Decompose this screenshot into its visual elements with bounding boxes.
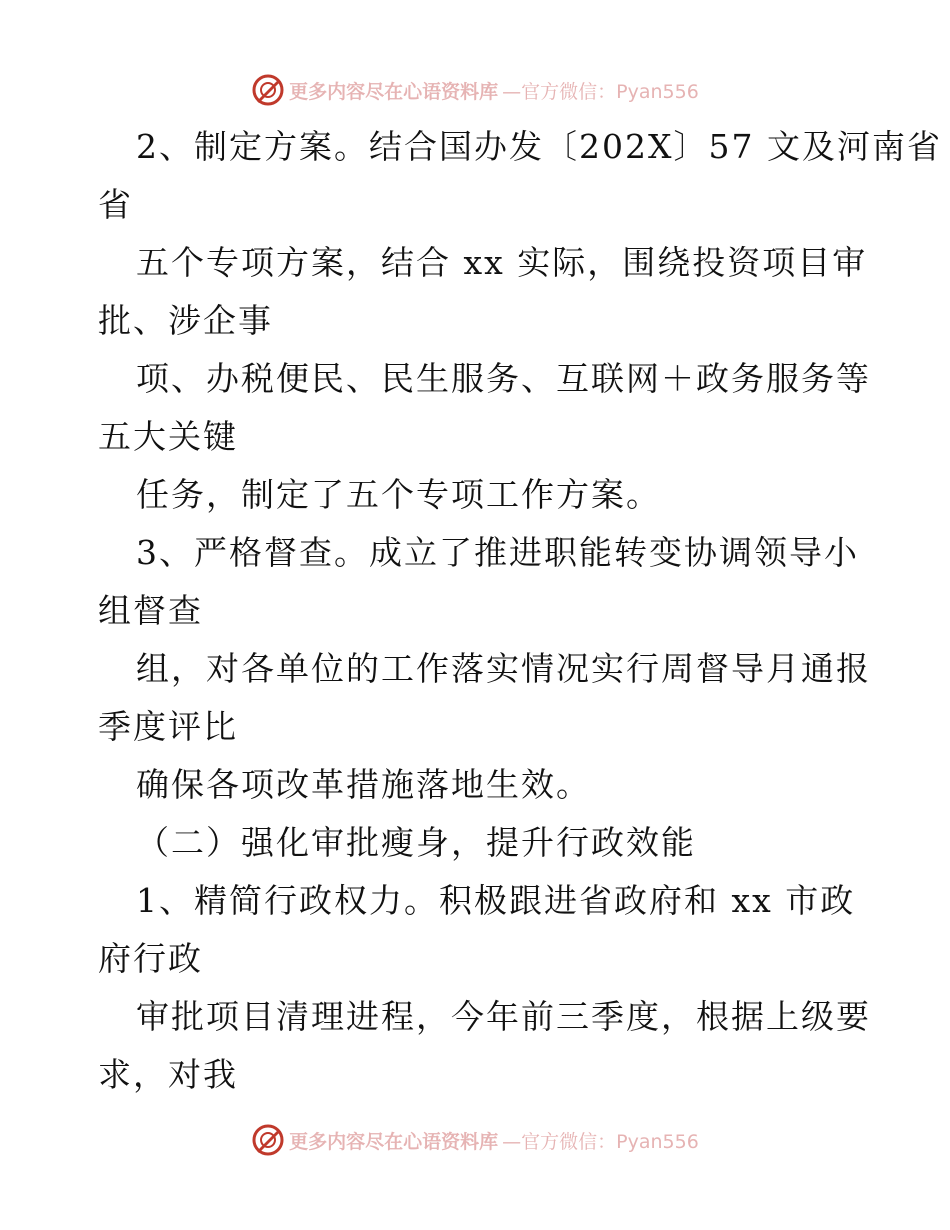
text-line: 季度评比 [98, 707, 238, 746]
text-line: 组，对各单位的工作落实情况实行周督导月通报 [136, 649, 871, 688]
watermark-contact: —官方微信：Pyan556 [502, 80, 699, 103]
text-line: 3、严格督查。成立了推进职能转变协调领导小 [136, 533, 859, 572]
watermark-contact: —官方微信：Pyan556 [502, 1130, 699, 1153]
text-line: 求，对我 [98, 1055, 238, 1094]
text-line: 任务，制定了五个专项工作方案。 [136, 475, 661, 514]
watermark-logo-icon [251, 1123, 285, 1157]
text-line: 省 [98, 185, 133, 224]
text-line: 五个专项方案，结合 xx 实际，围绕投资项目审 [136, 243, 868, 282]
document-body [98, 118, 942, 1104]
text-line: （二）强化审批瘦身，提升行政效能 [136, 823, 696, 862]
text-line: 项、办税便民、民生服务、互联网＋政务服务等 [136, 359, 871, 398]
watermark-logo-icon [251, 73, 285, 107]
text-line: 审批项目清理进程，今年前三季度，根据上级要 [136, 997, 871, 1036]
watermark-text: 更多内容尽在心语资料库 [289, 80, 499, 103]
text-line: 确保各项改革措施落地生效。 [136, 765, 591, 804]
footer-watermark [0, 1120, 950, 1160]
text-line: 批、涉企事 [98, 301, 273, 340]
text-line: 2、制定方案。结合国办发〔202X〕57 文及河南省 [136, 127, 942, 166]
text-line: 组督查 [98, 591, 203, 630]
header-watermark [0, 70, 950, 110]
text-line: 府行政 [98, 939, 203, 978]
text-line: 1、精简行政权力。积极跟进省政府和 xx 市政 [136, 881, 856, 920]
text-line: 五大关键 [98, 417, 238, 456]
watermark-text: 更多内容尽在心语资料库 [289, 1130, 499, 1153]
